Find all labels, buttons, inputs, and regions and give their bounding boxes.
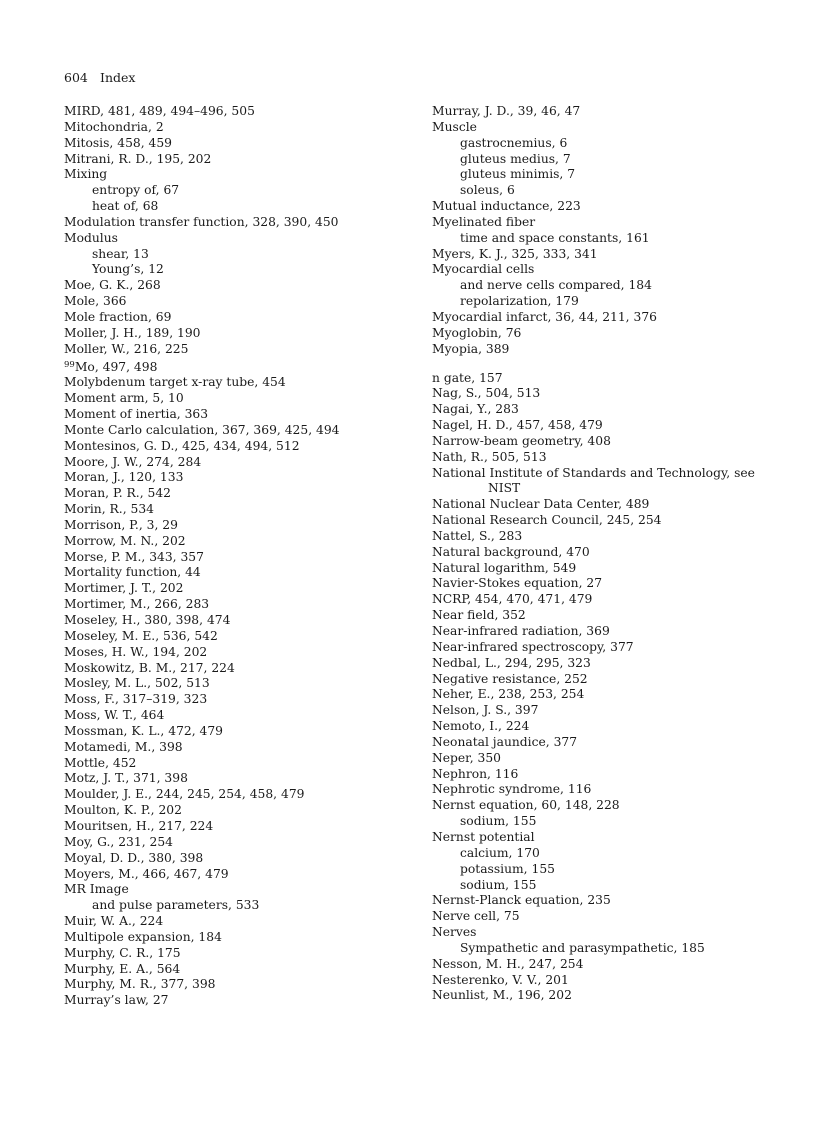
index-entry: Moss, W. T., 464 bbox=[64, 708, 165, 723]
index-entry: Morin, R., 534 bbox=[64, 502, 154, 517]
index-subentry: heat of, 68 bbox=[92, 199, 159, 214]
index-entry: Moulton, K. P., 202 bbox=[64, 803, 182, 818]
index-entry: Moment of inertia, 363 bbox=[64, 407, 209, 422]
index-entry: Myocardial cells bbox=[432, 262, 535, 277]
index-subentry: entropy of, 67 bbox=[92, 183, 180, 198]
index-entry: Mortimer, J. T., 202 bbox=[64, 581, 184, 596]
index-entry: Mitochondria, 2 bbox=[64, 119, 164, 134]
index-entry: Multipole expansion, 184 bbox=[64, 929, 222, 944]
index-entry: Murphy, M. R., 377, 398 bbox=[64, 977, 216, 992]
index-subentry: sodium, 155 bbox=[460, 814, 537, 829]
index-entry: Nagel, H. D., 457, 458, 479 bbox=[432, 418, 603, 433]
index-entry: Narrow-beam geometry, 408 bbox=[432, 433, 611, 448]
index-entry: Myopia, 389 bbox=[432, 341, 510, 356]
index-entry: Nattel, S., 283 bbox=[432, 528, 523, 543]
index-subentry: time and space constants, 161 bbox=[460, 230, 650, 245]
index-entry: Mortimer, M., 266, 283 bbox=[64, 597, 210, 612]
index-entry: Moller, J. H., 189, 190 bbox=[64, 325, 201, 340]
index-entry: Negative resistance, 252 bbox=[432, 671, 588, 686]
index-entry: Mottle, 452 bbox=[64, 755, 137, 770]
index-entry: Mortality function, 44 bbox=[64, 565, 201, 580]
index-entry: Montesinos, G. D., 425, 434, 494, 512 bbox=[64, 438, 300, 453]
index-subentry: shear, 13 bbox=[92, 246, 149, 261]
index-entry: Myoglobin, 76 bbox=[432, 325, 522, 340]
index-entry: Modulation transfer function, 328, 390, 450 bbox=[64, 214, 339, 229]
index-entry: Murphy, E. A., 564 bbox=[64, 961, 181, 976]
index-entry: Nag, S., 504, 513 bbox=[432, 386, 541, 401]
index-subentry: Young’s, 12 bbox=[92, 262, 164, 277]
index-entry: Mossman, K. L., 472, 479 bbox=[64, 723, 224, 738]
index-entry: Muir, W. A., 224 bbox=[64, 914, 164, 929]
index-entry: Moe, G. K., 268 bbox=[64, 278, 161, 293]
index-entry: National Nuclear Data Center, 489 bbox=[432, 497, 650, 512]
index-entry: Morrison, P., 3, 29 bbox=[64, 517, 178, 532]
index-entry: Myelinated fiber bbox=[432, 214, 536, 229]
isotope-mass-number: 99 bbox=[64, 359, 75, 370]
index-entry: Natural logarithm, 549 bbox=[432, 560, 577, 575]
index-entry: Moller, W., 216, 225 bbox=[64, 341, 189, 356]
index-entry: Moyers, M., 466, 467, 479 bbox=[64, 866, 229, 881]
index-entry: Nephron, 116 bbox=[432, 766, 519, 781]
index-column-right bbox=[432, 104, 777, 1004]
index-entry: Nesterenko, V. V., 201 bbox=[432, 972, 569, 987]
index-entry: Molybdenum target x-ray tube, 454 bbox=[64, 375, 286, 390]
index-entry: Nerve cell, 75 bbox=[432, 909, 520, 924]
index-subentry: potassium, 155 bbox=[460, 861, 555, 876]
index-entry: Natural background, 470 bbox=[432, 544, 590, 559]
index-subentry: repolarization, 179 bbox=[460, 294, 579, 309]
index-entry: Neunlist, M., 196, 202 bbox=[432, 988, 572, 1003]
index-entry: Moses, H. W., 194, 202 bbox=[64, 644, 208, 659]
index-column-left bbox=[64, 104, 409, 1009]
index-entry: NCRP, 454, 470, 471, 479 bbox=[432, 592, 593, 607]
index-entry: Moseley, M. E., 536, 542 bbox=[64, 628, 218, 643]
index-entry: Nedbal, L., 294, 295, 323 bbox=[432, 655, 591, 670]
index-entry: Neper, 350 bbox=[432, 750, 502, 765]
index-entry: Moseley, H., 380, 398, 474 bbox=[64, 613, 231, 627]
index-entry: Mouritsen, H., 217, 224 bbox=[64, 818, 214, 833]
index-subentry: gastrocnemius, 6 bbox=[460, 135, 568, 150]
index-entry: Muscle bbox=[432, 119, 477, 134]
index-entry: Near-infrared radiation, 369 bbox=[432, 624, 610, 638]
index-entry: Murray, J. D., 39, 46, 47 bbox=[432, 104, 581, 118]
index-entry: Nesson, M. H., 247, 254 bbox=[432, 956, 584, 971]
index-subentry: calcium, 170 bbox=[460, 845, 540, 860]
index-entry: Murphy, C. R., 175 bbox=[64, 945, 181, 960]
index-entry: Mixing bbox=[64, 167, 108, 182]
index-entry: Nagai, Y., 283 bbox=[432, 402, 519, 417]
index-entry: Near-infrared spectroscopy, 377 bbox=[432, 639, 634, 654]
page-number: 604 bbox=[64, 70, 88, 85]
index-entry: Mole fraction, 69 bbox=[64, 309, 172, 324]
index-subentry: gluteus minimis, 7 bbox=[460, 167, 576, 182]
index-entry: Near field, 352 bbox=[432, 608, 526, 623]
index-entry: Neonatal jaundice, 377 bbox=[432, 734, 578, 749]
index-entry: Mole, 366 bbox=[64, 294, 127, 309]
running-head bbox=[64, 70, 135, 86]
index-entry: National Research Council, 245, 254 bbox=[432, 513, 662, 528]
index-entry: Moyal, D. D., 380, 398 bbox=[64, 850, 204, 865]
index-subentry: sodium, 155 bbox=[460, 877, 537, 892]
index-entry: Mosley, M. L., 502, 513 bbox=[64, 676, 210, 691]
index-entry: Nerves bbox=[432, 925, 477, 940]
index-entry: MR Image bbox=[64, 882, 129, 897]
index-entry: Nernst equation, 60, 148, 228 bbox=[432, 798, 620, 813]
index-entry: Neher, E., 238, 253, 254 bbox=[432, 687, 585, 702]
index-entry: Nath, R., 505, 513 bbox=[432, 449, 547, 464]
index-entry: Moskowitz, B. M., 217, 224 bbox=[64, 660, 235, 675]
index-entry: Morrow, M. N., 202 bbox=[64, 533, 186, 548]
index-entry: Moore, J. W., 274, 284 bbox=[64, 454, 202, 469]
index-entry: Myers, K. J., 325, 333, 341 bbox=[432, 246, 598, 261]
index-entry: Moran, P. R., 542 bbox=[64, 486, 171, 501]
index-entry: Moulder, J. E., 244, 245, 254, 458, 479 bbox=[64, 787, 305, 802]
index-entry: Motz, J. T., 371, 398 bbox=[64, 771, 188, 786]
index-subentry: soleus, 6 bbox=[460, 183, 515, 198]
index-entry: Nephrotic syndrome, 116 bbox=[432, 782, 592, 797]
index-entry: Moran, J., 120, 133 bbox=[64, 470, 184, 485]
index-entry: Nelson, J. S., 397 bbox=[432, 703, 539, 718]
index-entry-text: Mo, 497, 498 bbox=[74, 359, 158, 374]
index-entry: Nernst potential bbox=[432, 829, 535, 844]
index-entry: National Institute of Standards and Technology, see NIST bbox=[432, 465, 755, 496]
index-entry: Mutual inductance, 223 bbox=[432, 199, 581, 214]
section-title: Index bbox=[100, 70, 136, 85]
index-entry: Mitrani, R. D., 195, 202 bbox=[64, 151, 212, 166]
index-entry: Navier-Stokes equation, 27 bbox=[432, 576, 603, 591]
index-entry: Moy, G., 231, 254 bbox=[64, 834, 173, 849]
index-entry: Myocardial infarct, 36, 44, 211, 376 bbox=[432, 309, 657, 324]
index-entry: Mitosis, 458, 459 bbox=[64, 135, 173, 150]
index-subentry: and nerve cells compared, 184 bbox=[460, 278, 652, 293]
index-entry: Motamedi, M., 398 bbox=[64, 739, 183, 754]
index-subentry: and pulse parameters, 533 bbox=[92, 898, 260, 913]
index-entry: Moss, F., 317–319, 323 bbox=[64, 692, 208, 707]
index-entry: Morse, P. M., 343, 357 bbox=[64, 549, 204, 564]
index-entry: Modulus bbox=[64, 230, 118, 245]
index-entry: Nernst-Planck equation, 235 bbox=[432, 893, 611, 908]
index-entry: Monte Carlo calculation, 367, 369, 425, 494 bbox=[64, 422, 340, 437]
index-entry: MIRD, 481, 489, 494–496, 505 bbox=[64, 104, 255, 118]
index-entry: Moment arm, 5, 10 bbox=[64, 391, 184, 406]
index-entry: Murray’s law, 27 bbox=[64, 993, 169, 1008]
index-subentry: Sympathetic and parasympathetic, 185 bbox=[460, 940, 705, 955]
index-entry bbox=[64, 358, 409, 376]
index-subentry: gluteus medius, 7 bbox=[460, 151, 571, 166]
index-entry: Nemoto, I., 224 bbox=[432, 719, 530, 734]
index-entry: n gate, 157 bbox=[432, 370, 503, 385]
